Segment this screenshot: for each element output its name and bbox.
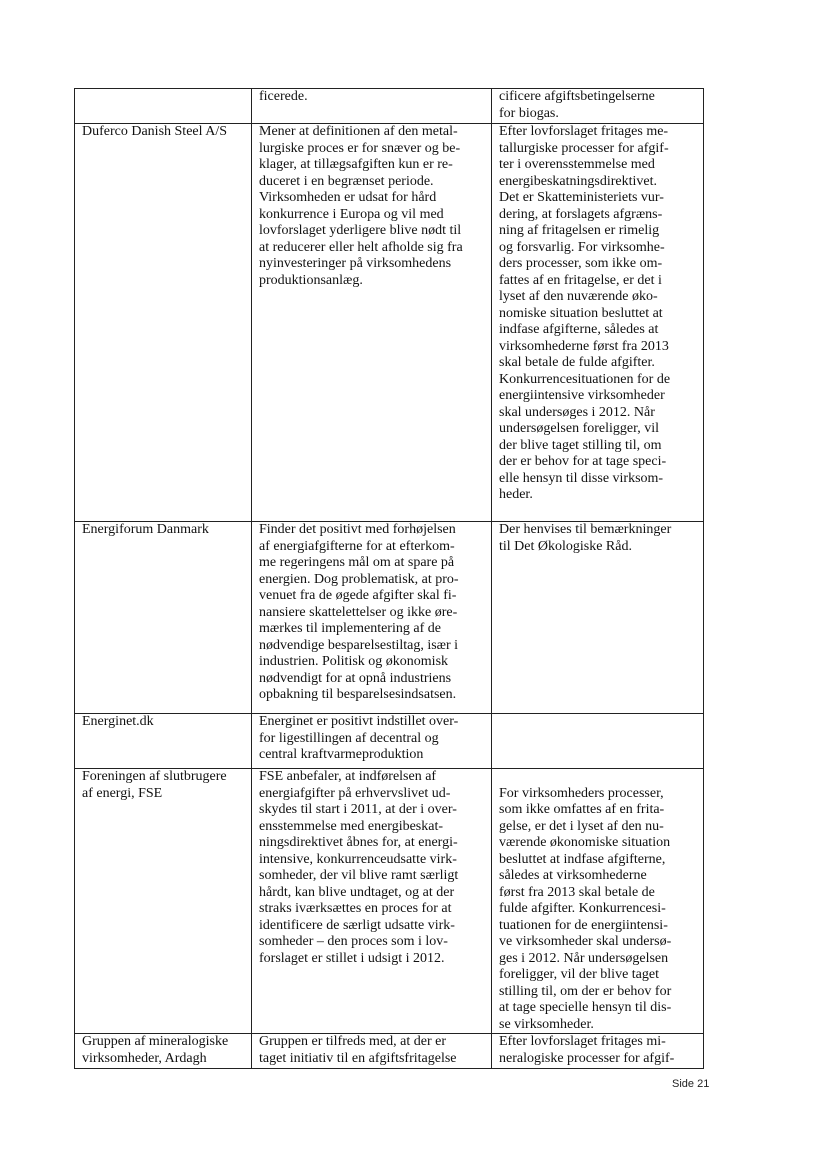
comment-line: energien. Dog problematisk, at pro- <box>259 571 459 587</box>
comment-line: af energiafgifterne for at efterkom- <box>259 538 455 554</box>
comment-line: me regeringens mål om at spare på <box>259 555 455 570</box>
comment-line: lurgiske proces er for snæver og be- <box>259 140 461 156</box>
response-line: der blive taget stilling til, om <box>499 437 662 453</box>
comment-cell <box>252 714 492 769</box>
comment-line: somheder, der vil blive ramt særligt <box>259 868 459 883</box>
response-line: tallurgiske processer for afgif- <box>499 140 669 156</box>
response-line: For virksomheders processer, <box>499 785 664 801</box>
comment-line: for ligestillingen af decentral og <box>259 730 439 746</box>
comment-line: industrien. Politisk og økonomisk <box>259 654 449 669</box>
response-line: at tage specielle hensyn til dis- <box>499 1000 672 1015</box>
comment-line: nødvendigt for at opnå industriens <box>259 670 452 686</box>
organisation-name: Gruppen af mineralogiske <box>82 1034 229 1049</box>
comment-line: Finder det positivt med forhøjelsen <box>259 522 456 537</box>
table-row <box>75 89 704 124</box>
response-line: cificere afgiftsbetingelserne <box>499 89 655 104</box>
comment-line: lovforslaget yderligere blive nødt til <box>259 223 462 238</box>
organisation-name: Energinet.dk <box>82 714 154 729</box>
comment-line: duceret i en begrænset periode. <box>259 173 434 189</box>
organisation-cell <box>75 522 252 714</box>
comment-line: FSE anbefaler, at indførelsen af <box>259 769 437 784</box>
organisation-cell <box>75 124 252 522</box>
response-line <box>499 769 697 786</box>
response-line: tuationen for de energiintensi- <box>499 917 668 933</box>
comment-line: konkurrence i Europa og vil med <box>259 206 444 222</box>
comment-line: forslaget er stillet i udsigt i 2012. <box>259 950 445 966</box>
comment-line: hårdt, kan blive undtaget, og at der <box>259 884 455 900</box>
response-line: skal undersøges i 2012. Når <box>499 404 655 420</box>
comment-line: energiafgifter på erhvervslivet ud- <box>259 785 451 801</box>
comment-line: ensstemmelse med energibeskat- <box>259 818 444 834</box>
response-line: heder. <box>499 487 533 502</box>
response-cell <box>492 124 704 522</box>
comment-line: Gruppen er tilfreds med, at der er <box>259 1034 446 1049</box>
response-line: energibeskatningsdirektivet. <box>499 173 657 189</box>
response-line: for biogas. <box>499 105 559 121</box>
table-row <box>75 522 704 714</box>
organisation-cell <box>75 89 252 124</box>
response-line: foreligger, vil der blive taget <box>499 967 659 982</box>
organisation-name: Energiforum Danmark <box>82 522 209 537</box>
response-line: Konkurrencesituationen for de <box>499 371 671 387</box>
comment-line: produktionsanlæg. <box>259 272 363 288</box>
organisation-name: Foreningen af slutbrugere <box>82 769 227 784</box>
response-line: Det er Skatteministeriets vur- <box>499 190 664 205</box>
response-line: ning af fritagelsen er rimelig <box>499 223 660 238</box>
comment-line: opbakning til besparelsesindsatsen. <box>259 687 457 702</box>
response-cell <box>492 769 704 1034</box>
comment-cell <box>252 89 492 124</box>
response-line: indfase afgifterne, således at <box>499 322 659 337</box>
organisation-name: virksomheder, Ardagh <box>82 1050 207 1066</box>
comment-line: mærkes til implementering af de <box>259 621 441 636</box>
comment-line: Mener at definitionen af den metal- <box>259 124 458 139</box>
response-line: virksomhederne først fra 2013 <box>499 338 669 354</box>
response-line: Der henvises til bemærkninger <box>499 522 672 537</box>
response-line: lyset af den nuværende øko- <box>499 289 658 304</box>
response-line: ges i 2012. Når undersøgelsen <box>499 950 669 966</box>
response-line: ders processer, som ikke om- <box>499 256 663 271</box>
table-row <box>75 714 704 769</box>
comment-line: ningsdirektivet åbnes for, at energi- <box>259 835 458 850</box>
comment-cell <box>252 1034 492 1069</box>
comment-line: ficerede. <box>259 89 308 104</box>
organisation-cell <box>75 714 252 769</box>
comment-line: taget initiativ til en afgiftsfritagelse <box>259 1050 457 1066</box>
response-line: værende økonomiske situation <box>499 835 671 850</box>
response-cell <box>492 714 704 769</box>
response-line: fulde afgifter. Konkurrencesi- <box>499 901 666 916</box>
response-line: således at virksomhederne <box>499 868 647 883</box>
response-line: gelse, er det i lyset af den nu- <box>499 818 664 834</box>
organisation-name: Duferco Danish Steel A/S <box>82 124 228 139</box>
comment-line: nødvendige besparelsestiltag, især i <box>259 637 459 653</box>
comment-cell <box>252 522 492 714</box>
response-line: ter i overensstemmelse med <box>499 157 655 172</box>
comment-line: Energinet er positivt indstillet over- <box>259 714 459 729</box>
comment-cell <box>252 124 492 522</box>
response-line: se virksomheder. <box>499 1016 594 1032</box>
comment-cell <box>252 769 492 1034</box>
organisation-cell <box>75 769 252 1034</box>
comment-line: straks iværksættes en proces for at <box>259 901 452 916</box>
comment-line: nansiere skattelettelser og ikke øre- <box>259 604 458 620</box>
comment-line: central kraftvarmeproduktion <box>259 747 424 762</box>
response-line: undersøgelsen foreligger, vil <box>499 421 660 436</box>
table-row <box>75 1034 704 1069</box>
response-line: skal betale de fulde afgifter. <box>499 355 655 370</box>
response-line: elle hensyn til disse virksom- <box>499 470 664 486</box>
organisation-cell <box>75 1034 252 1069</box>
organisation-name: af energi, FSE <box>82 785 163 801</box>
response-cell <box>492 89 704 124</box>
response-line: stilling til, om der er behov for <box>499 983 672 999</box>
comment-line: intensive, konkurrenceudsatte virk- <box>259 851 457 867</box>
response-line: og forsvarlig. For virksomhe- <box>499 239 665 255</box>
comment-line: at reducerer eller helt afholde sig fra <box>259 239 463 255</box>
table-row <box>75 124 704 522</box>
response-line: besluttet at indfase afgifterne, <box>499 851 666 867</box>
comment-line: somheder – den proces som i lov- <box>259 934 448 949</box>
response-cell <box>492 1034 704 1069</box>
page-number: Side 21 <box>672 1078 710 1090</box>
response-line: Efter lovforslaget fritages mi- <box>499 1034 666 1049</box>
response-cell <box>492 522 704 714</box>
response-line: neralogiske processer for afgif- <box>499 1050 675 1066</box>
response-line: energiintensive virksomheder <box>499 388 665 403</box>
consultation-table <box>74 88 704 1069</box>
comment-line: venuet fra de øgede afgifter skal fi- <box>259 588 457 603</box>
table-row <box>75 769 704 1034</box>
response-line: først fra 2013 skal betale de <box>499 884 655 900</box>
comment-line: klager, at tillægsafgiften kun er re- <box>259 157 453 172</box>
response-line: Efter lovforslaget fritages me- <box>499 124 669 139</box>
comment-line: skydes til start i 2011, at der i over- <box>259 802 457 817</box>
response-line: fattes af en fritagelse, er det i <box>499 272 662 288</box>
response-line: dering, at forslagets afgræns- <box>499 206 663 222</box>
response-line: nomiske situation besluttet at <box>499 305 663 321</box>
response-line: som ikke omfattes af en frita- <box>499 802 665 817</box>
response-line: til Det Økologiske Råd. <box>499 538 632 554</box>
response-line: der er behov for at tage speci- <box>499 454 667 469</box>
comment-line: Virksomheden er udsat for hård <box>259 190 437 205</box>
comment-line: nyinvesteringer på virksomhedens <box>259 256 452 271</box>
comment-line: identificere de særligt udsatte virk- <box>259 917 455 933</box>
response-line: ve virksomheder skal undersø- <box>499 934 672 949</box>
